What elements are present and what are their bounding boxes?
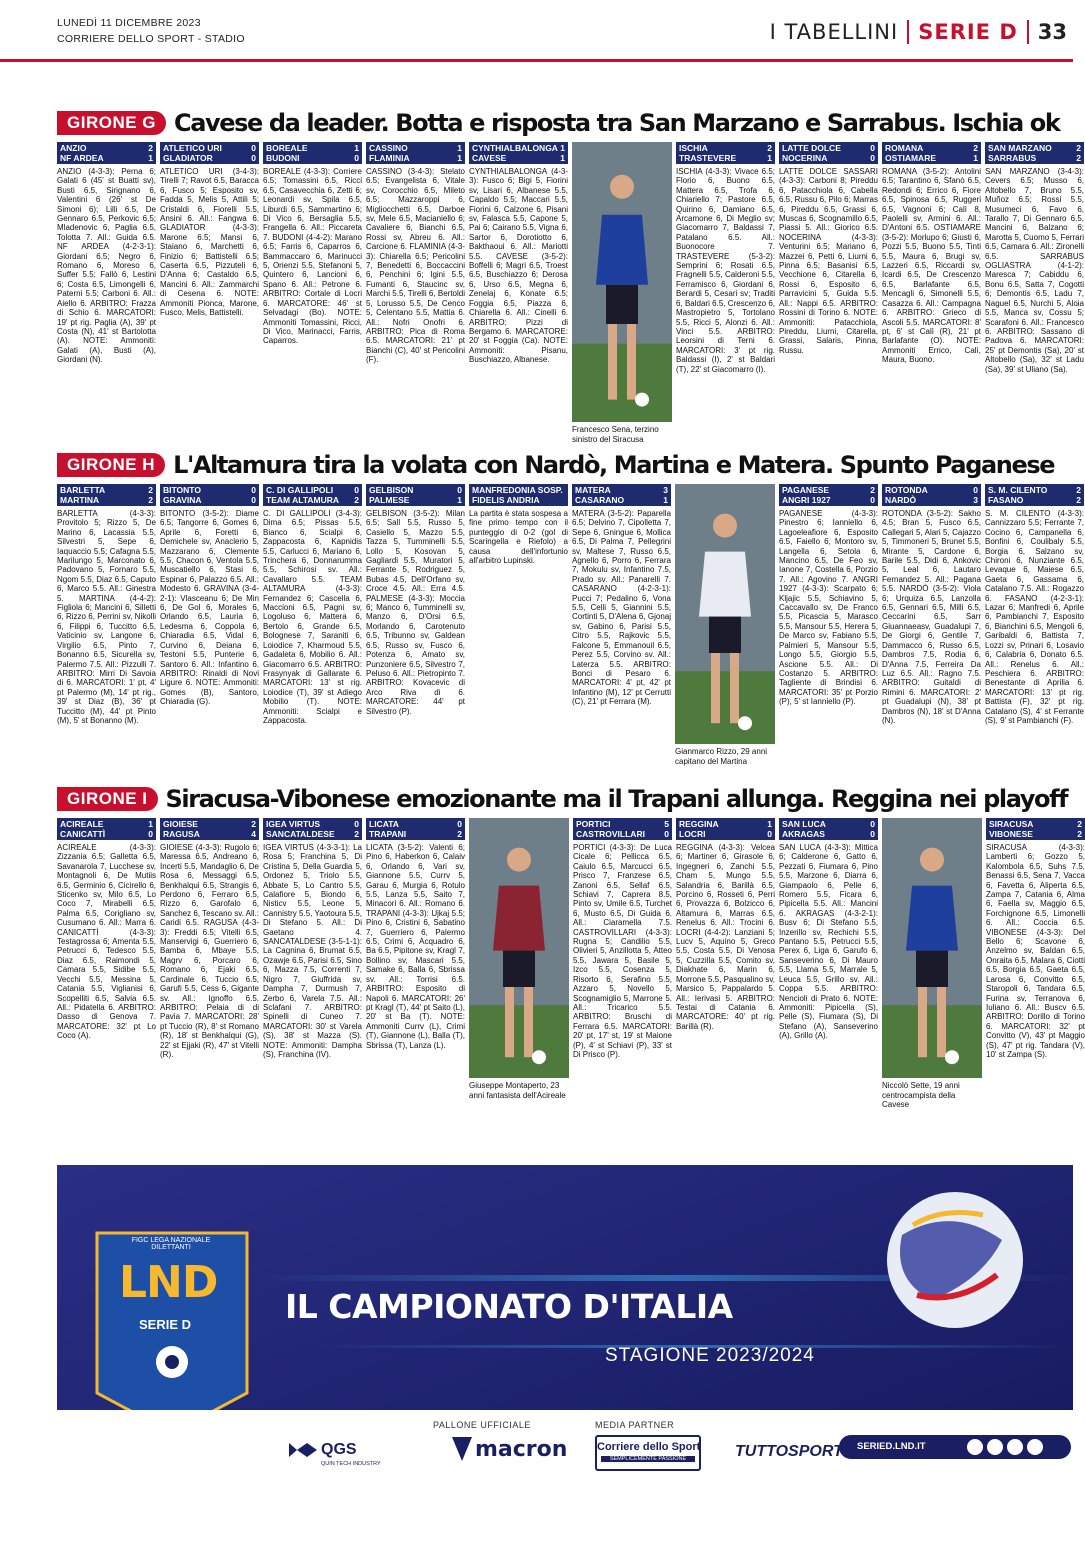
away-team-row: [369, 829, 462, 839]
home-team-name: GELBISON: [369, 485, 414, 495]
away-team-row: [266, 829, 359, 839]
away-score: 1: [560, 153, 565, 163]
away-team-row: [679, 829, 772, 839]
ad-season: STAGIONE 2023/2024: [605, 1345, 815, 1366]
away-score: 2: [1077, 829, 1082, 839]
girone-headline: Siracusa-Vibonese emozionante ma il Trapani allunga. Reggina nei playoff: [165, 785, 1068, 813]
match-report: BARLETTA (4-3-3): Provitolo 5; Rizzo 5, De Marino 6, Lacassia 5.5, Silvestri 5, Sepe 6, Iaquaccio 5.5; Cafagna 5.5, Marilungo 5, Marconato 6, Padovano 5, Fornaro 5.5, Ngom 5.5, Diaz 6.5, Caputo 6, Marco 5.5. All.: Ginestra 5. MARTINA (4-4-2): Figliola 6; Mancini 6, Silletti 6, Rizzo 6, Perrini sv, Nikolli 6, Filippi 6, Tuccitto 6.5, Vaticinio sv, Langone 6, Virgilio 6.5, Pinto 7, Bonanno 6.5, Sicurella sv, Palermo 7.5. All.: Pizzulli 7. ARBITRO: Mirri Di Savoia di 6. MARCATORI: 1' pt, 4' pt Palermo (M), 14' pt rig., 39' st Diaz (B), 36' pt Tuccitto (M), 44' pt Pinto (M), 5' st Bonanno (M).: [57, 509, 156, 725]
home-score: 0: [354, 819, 359, 829]
match-report: GIOIESE (4-3-3): Rugolo 6; Maressa 6.5, Andreano 6, Incerti 5.5, Mandaglio 6, De Rosa 6, Messaggi 6.5, Benkhalqui 6.5, Strangis 6, Perdono 6, Ferraro 6.5, Rizzo 6, Garofalo 6, Sanchez 6, Tescano sv. All.: Caridi 6.5. RAGUSA (4-3-3): Freddi 6.5; Vitelli 6.5, Manservigi 6, Guerriero 6, Bamba 6, Mbaye 5.5, Magrv 6, Porcaro 6, Romano 6, Ejaki 6.5, Cardinale 6, Tuccio 6.5, Garufi 5.5, Cess 6, Gigante sv. All.: Ignoffo 6.5. ARBITRO: Pelaia di di Pavia 7. MARCATORI: 28' pt Tuccio (R), 8' st Romano (R), 18' st Benkhalqui (G), 22' st Ejjaki (R), 47' st Vitelli (R).: [160, 843, 259, 1059]
photo-caption: Niccolò Sette, 19 anni centrocampista della Cavese: [882, 1081, 960, 1109]
home-score: 1: [560, 143, 565, 153]
scoreboard: [985, 142, 1084, 164]
photo-image: [675, 484, 775, 744]
home-team-name: PAGANESE: [782, 485, 830, 495]
match-column: [366, 818, 465, 1125]
away-score: 1: [973, 153, 978, 163]
away-team-row: [988, 495, 1081, 505]
girone-label: GIRONE G: [57, 111, 166, 135]
home-team-row: [60, 143, 153, 153]
away-team-name: SANCATALDESE: [266, 829, 335, 839]
away-team-name: LOCRI: [679, 829, 706, 839]
ad-background: [57, 1165, 1073, 1535]
home-score: 0: [251, 143, 256, 153]
scoreboard: [676, 818, 775, 840]
match-report: MATERA (3-5-2): Paparella 6.5; Delvino 7, Cipolletta 7, Sepe 6, Gningue 6, Mollica 6.5, Di Palma 7, Pellegrini sv, Maltese 7, Russo 6.5, Agnello 6, Porro 6, Ferrara 7, Mokulu sv, Infantino 7.5, Prado sv. All.: Panarelli 7. CASARANO (4-2-3-1): Pucci 7; Pedalino 6, Vona 5.5, Celli 5, Giannini 5.5, Cortinti 5, D'Alena 6, Gjonaj sv, Gabino 6, Parisi 5.5, Citro 5.5, Rajkovic 5.5, Falcone 5, Emmanouil 6.5, Perez 5.5, Corvino sv. All.: Laterza 5.5. ARBITRO: Bonci di Pesaro 6. MARCATORI: 4' pt, 42' pt Infantino (M), 12' pt Cerrutti (C), 21' pt Ferrara (M).: [572, 509, 671, 707]
away-score: 1: [457, 153, 462, 163]
home-team-row: [782, 819, 875, 829]
home-team-row: [369, 485, 462, 495]
qgs-sub: QUIN TECH INDUSTRY: [321, 1461, 381, 1467]
away-score: 1: [457, 495, 462, 505]
photo-caption: Giuseppe Montaperto, 23 anni fantasista dell'Acireale: [469, 1081, 566, 1100]
page-number: 33: [1037, 20, 1067, 44]
away-team-name: GRAVINA: [163, 495, 202, 505]
home-team-row: [472, 485, 565, 495]
match-report: S. M. CILENTO (4-3-3): Cannizzaro 5.5; Ferrante 7, Cocino 6, Campanella 6, Bonfini 6, Coulibaly 5.5, Borgia 6, Salzano sv, Chironi 6, Nunziante 6.5, Levaque 6, Maiese 6.5, Gaeta 6, Gassama 6, Catalano 7.5. All.: Rogazzo 6. FASANO (4-2-3-1): Lazar 6; Manfredi 6, Aprile 6, Pambianchi 7, Esposito 6, Bianchini 6.5, Mengoli 6, Garibaldi 6, Battista 7, Lozzi sv, Prinari 6, Losavio 6, Calabria 6, Donato 6.5. All.: Renelus 6. All.: Peschiera 6. ARBITRO: Benestante di Aprilia 6. MARCATORI: 13' pt rig. Battista (F), 32' pt rig. Catalano (S), 4' st Ferrante (S), 9' st Pambianchi (F).: [985, 509, 1084, 725]
away-team-row: [576, 829, 669, 839]
home-score: 0: [457, 485, 462, 495]
scoreboard: [676, 142, 775, 164]
photo-image: [882, 818, 982, 1078]
player-silhouette: [675, 484, 775, 744]
home-score: 0: [354, 485, 359, 495]
away-team-name: ANGRI 1927: [782, 495, 831, 505]
away-team-name: SARRABUS: [988, 153, 1037, 163]
match-column: [779, 484, 878, 791]
match-column: [882, 142, 981, 457]
home-score: 1: [148, 819, 153, 829]
home-team-row: [782, 143, 875, 153]
match-column: [366, 142, 465, 457]
away-score: 0: [870, 495, 875, 505]
away-team-row: [369, 153, 462, 163]
section-header: [770, 20, 1067, 44]
match-column: [676, 142, 775, 457]
away-score: 0: [870, 153, 875, 163]
away-score: 0: [664, 829, 669, 839]
home-team-row: [266, 485, 359, 495]
match-column: [263, 818, 362, 1125]
away-team-row: [266, 495, 359, 505]
girone-i: [57, 784, 1085, 1114]
home-team-name: LICATA: [369, 819, 399, 829]
match-report: BOREALE (4-3-3): Corriere 6.5; Tomassini 6.5, Ricci 6.5, Casavecchia 6, Zetti 6; Leonardi sv, Spila 6.5, Liburdi 6.5, Sammartino 6; Di Vico 6, Bersaglia 5.5, Frangella 6. All.: Piccareta 7. BUDONI (4-4-2): Marano 6.5; Farris 6, Caparros 6, Bammaccaro 6, Marinucci 5, Orienzi 5.5, Stefanoni 5, Quintero 6, Lancioni 6, Spano 6. All.: Petrone 6. ARBITRO: Cortale di Locri 6. MARCATORE: 46' st Selvadagi (Bo). NOTE: Ammoniti Tomassini, Ricci, Di Vico, Marinacci, Farris, Caparros.: [263, 167, 362, 346]
home-team-name: C. DI GALLIPOLI: [266, 485, 334, 495]
match-column: [160, 818, 259, 1125]
scoreboard: [985, 484, 1084, 506]
match-column: [263, 142, 362, 457]
page-header: [0, 0, 1073, 62]
match-report: LICATA (3-5-2): Valenti 6; Pino 6, Haberkon 6, Calaiv 6, Orlando 6, Vari sv, Giannone 5.5, Currv 5, Garau 6, Murgia 6, Rotulo 5.5, Lanza 5.5, Saito 7, Minacori 6. All.: Romano 6. TRAPANI (4-3-3): Ujkaj 5.5; Pino 6, Cristini 6, Sabatino 7, Guerriero 6, Palermo 6.5, Crimi 6, Acquadro 6, Ba 6.5, Pipitone sv, Kragl 7, Bollino sv, Mascari 5.5, Samake 6, Balla 6, Sbrissa sv. All.: Torrisi 6.5. ARBITRO: Esposito di Napoli 6. MARCATORI: 26' pt Kragl (T), 44' pt Saito (L), 20' st Ba (T). NOTE: Ammoniti Currv (L), Crimi (T), Giannone (L), Balla (T), Sbrissa (T), Lanza (L).: [366, 843, 465, 1050]
match-column: [985, 484, 1084, 791]
match-column: [160, 484, 259, 791]
home-team-name: SAN MARZANO: [988, 143, 1052, 153]
scoreboard: [263, 484, 362, 506]
away-team-name: BUDONI: [266, 153, 300, 163]
photo-image: [469, 818, 569, 1078]
home-team-row: [988, 143, 1081, 153]
away-score: 0: [767, 829, 772, 839]
match-column: [985, 142, 1084, 457]
girone-g: [57, 108, 1084, 448]
scoreboard: [572, 484, 671, 506]
home-team-row: [575, 485, 668, 495]
girone-headline: Cavese da leader. Botta e risposta tra San Marzano e Sarrabus. Ischia ok: [174, 109, 1060, 137]
home-team-row: [60, 819, 153, 829]
away-score: 2: [457, 829, 462, 839]
away-team-row: [885, 153, 978, 163]
away-team-row: [472, 495, 565, 505]
away-score: 0: [354, 153, 359, 163]
scoreboard: [366, 818, 465, 840]
match-column: [779, 142, 878, 457]
match-column: [160, 142, 259, 457]
match-report: LATTE DOLCE SASSARI (4-3-3): Carboni 8; Pireddu 6, Patacchiola 6, Cabella 6.5, Russu 6, Pilo 6; Marras 6, Pireddu 6.5, Grassi 6, Muscas 6, Scognamillo 6.5, Piassi 5. All.: Giorico 6.5. NOCERINA (4-3-3): Venturini 6.5; Mariano 6, Mazzei 6, Petti 6, Liurni 6, Pinna 6.5; Basanisi 6.5, Vecchione 6, Citarella 6, Rossi 6, Esposito 6, Parravicini 5, Guida 5.5. All.: Nappi 6.5. ARBITRO: Rossini di Torino 6. NOTE: Ammoniti: Patacchiola, Pireddu, Liurni, Citarella, Grassi, Salaris, Pinna, Russu.: [779, 167, 878, 355]
home-score: 1: [457, 143, 462, 153]
away-team-row: [989, 829, 1082, 839]
away-score: 1: [767, 153, 772, 163]
corriere-logo: [595, 1435, 701, 1471]
away-team-row: [782, 829, 875, 839]
away-team-row: [163, 495, 256, 505]
home-team-name: S. M. CILENTO: [988, 485, 1048, 495]
away-team-name: VIBONESE: [989, 829, 1033, 839]
ad-url[interactable]: SERIED.LND.IT: [857, 1441, 926, 1452]
home-team-row: [266, 143, 359, 153]
home-team-name: ACIREALE: [60, 819, 104, 829]
player-photo: [675, 484, 775, 791]
player-silhouette: [882, 818, 982, 1078]
tuttosport-logo: TUTTOSPORT: [735, 1443, 843, 1460]
away-team-row: [472, 153, 565, 163]
home-score: 2: [767, 143, 772, 153]
away-team-name: CASARANO: [575, 495, 625, 505]
scoreboard: [160, 818, 259, 840]
away-team-name: PALMESE: [369, 495, 410, 505]
match-report: La partita è stata sospesa a fine primo tempo con il punteggio di 0-2 (gol di Scaringella e Riefolo) a causa dell'infortunio all'arbitro Lupinski.: [469, 509, 568, 566]
match-column: [366, 484, 465, 791]
girone-h: [57, 450, 1084, 782]
match-column: [263, 484, 362, 791]
scoreboard: [779, 142, 878, 164]
corriere-sub: SEMPLICEMENTE PASSIONE: [601, 1456, 695, 1462]
match-column: [676, 818, 775, 1125]
match-column: [57, 484, 156, 791]
home-team-name: SIRACUSA: [989, 819, 1034, 829]
home-team-name: CYNTHIALBALONGA: [472, 143, 558, 153]
home-team-row: [679, 819, 772, 829]
home-team-row: [988, 485, 1081, 495]
away-team-row: [782, 153, 875, 163]
match-report: SAN LUCA (4-3-3): Mittica 6; Calderone 6, Gatto 6, Pezzati 6, Fiumara 6, Pino 5.5, Marzone 6, Diarra 6, Giampaolo 6, Pelle 6, Romero 5.5, Ficara 6, Pipicella 5.5. All.: Mancini 6. AKRAGAS (4-3-2-1): Busv 6; Di Stefano 5.5, Inzerillo sv, Rechichi 5.5, Pantano 5.5, Petrucci 5.5, Perex 6, Liga 6, Garufo 6, Sanseverino 6, Di Mauro 5.5, Llama 5.5, Marrale 5, Leuca 5.5, Grillo sv. All.: Coppa 5.5. ARBITRO: Nencioli di Prato 6. NOTE: Ammoniti: Pipicella (S), Pelle (S), Fiumara (S), Di Stefano (A), Sanseverino (A), Grillo (A).: [779, 843, 878, 1041]
match-report: PORTICI (4-3-3): De Luca Cicale 6; Pellicca 6.5, Caiulo 6.5, Marcucci 6.5, Prisco 7, Franzese 6.5, Zanoni 6.5, Sellaf 6.5, Schiavi 7, Caprera 8.5, Pinto sv, Umile 6.5, Turchet 6, Musto 6.5, Di Guida 6. All.: Ciaramella 7.5. CASTROVILLARI (4-3-3): Rugna 5; Candilio 5.5, Olivieri 5, Anzillotta 5, Atteo 5.5, Jawara 5, Basile 5, Izco 5.5, Cosenza 5, Risorto 6, Serafino 5.5, Azzaro 5, Novello 5, Scognamiglio 5, Marrone 5. All.: Tricarico 5.5. ARBITRO: Bruschi di Ferrara 6.5. MARCATORI: 20' pt, 17' st, 19' st Maione (P), 4' st Schiavi (P), 33' st Di Prisco (P).: [573, 843, 672, 1059]
player-photo: [469, 818, 569, 1125]
match-column: [469, 142, 568, 457]
home-team-row: [885, 485, 978, 495]
divider: [1027, 20, 1029, 44]
match-column: [57, 142, 156, 457]
scoreboard: [366, 484, 465, 506]
home-team-row: [163, 819, 256, 829]
home-team-name: LATTE DOLCE: [782, 143, 841, 153]
home-score: 0: [457, 819, 462, 829]
away-team-row: [369, 495, 462, 505]
home-team-row: [679, 143, 772, 153]
away-team-row: [266, 153, 359, 163]
match-report: C. DI GALLIPOLI (3-4-3): Dima 6.5; Pissas 5.5, Bianco 6, Scialpi 6, Zappacosta 6, Kapnidis 5.5, Carlucci 6, Mariano 6, Trinchera 6, Donnarumma 5.5, Schirosi sv. All.: Cavallaro 5.5. TEAM ALTAMURA (4-3-3): Fernandez 6; Cascella 6, Maccioni 6.5, Pagni sv, Logoluso 6, Mattera 6, Bertolo 6, Grande 6.5, Bolognese 7, Saraniti 6, Loiodice 7, Kharmoud 5.5, Gadaleta 6, Mobilio 6. All.: Giacomarro 6.5. ARBITRO: Frasynyak di Gallarate 6. MARCATORI: 13' st rig. Loiodice (T), 39' st Adiego Mobilio (T). NOTE: Ammoniti: Scialpi e Zappacosta.: [263, 509, 362, 725]
match-report: PAGANESE (4-3-3): Pinestro 6; Ianniello 6, Lagoeleafiore 6, Esposito 6.5, Faiello 6, Montoro sv, Langella 6, Setola 6, Mancino 6.5, De Feo sv, Ianone 7, Costella 6, Porzio 7. All.: Agovino 7. ANGRI 1927 (4-3-3): Scarpato 6; Kljajic 5.5, Schiavino 5, Caccavallo sv, De Franco 5.5, Picascia 5, Marasco 5.5, Mansour 5.5, Herera 5, De Marco sv, Fabiano 5.5, Palmieri 5, Mansour 5.5, Longo 5.5, Giorgio 5.5, Ascione 5.5. All.: Di Costanzo 5. ARBITRO: Tagliente di Brindisi 6. MARCATORI: 35' pt Porzio (P), 5' st Ianniello (P).: [779, 509, 878, 707]
match-report: CASSINO (3-4-3): Stelato 6.5; Evangelista 6, Vitale sv, Corocchio 6.5, Mileto 6.5; Mazzaroppi 6, Migliocchetti 6.5, Darboe sv, Mele 6.5, Macianiello 6; Cavaliere 6, Bianchi 6.5, Rossi sv, Abreu 6. All.: Carcione 6. FLAMINIA (4-3-3): Chiarella 6.5; Pericolini 7, Benedetti 6, Boccaccini 6, Penchini 6; Igini 5.5, Fumanti 6, Staucinc sv, Marchi 5.5, Tirelli 6, Bertoldi 5, Lorusso 5.5, De Cenco 5, Celentano 5.5, Mattia 6. All.: Nofri Onofri 6. ARBITRO: Pica di Roma 6.5. MARCATORI: 21' pt Bianchi (C), 40' st Pericolini (F).: [366, 167, 465, 365]
away-team-name: GLADIATOR: [163, 153, 213, 163]
scoreboard: [263, 142, 362, 164]
girone-label: GIRONE I: [57, 787, 158, 811]
match-report: CYNTHIALBALONGA (4-3-3): Fusco 6; Bigi 5, Fiorini sv, Lisari 6, Albanese 5.5, Capaldo 5.5; Maccari 5.5, Fiorini 6, Calzone 6, Pisani sv, Falasca 5.5, Capone 5, Pai 6; Cairano 5.5, Vigna 6, Sartor 6, Dorotiotto 6, Bakthaoui 6. All.: Mariotti 5.5. CAVESE (3-5-2): Boffelli 6; Magri 6.5, Troest 6.5, Buschiazzo 6; Derosa 6, Urso 6.5, Megna 6, Zenelaj 6, Konate 6.5; Foggia 6.5, Piazza 6, Chiarella 6. All.: Cinelli 6. ARBITRO: Pizzi di Bergamo 6. MARCATORE: 20' st Foggia (Ca). NOTE: Ammoniti: Pisanu, Buschiazzo, Albanese.: [469, 167, 568, 365]
home-score: 2: [1076, 485, 1081, 495]
lnd-logo: LND: [119, 1257, 218, 1308]
home-team-name: ATLETICO URI: [163, 143, 222, 153]
home-score: 0: [251, 485, 256, 495]
match-report: ISCHIA (4-3-3): Vivace 6.5; Florio 6, Buono 6.5, Mattera 6.5, Trofa 6, Chiariello 7; Pastore 6.5, Quirino 6, Damiano 6.5, Arcamone 6, Di Meglio sv; Giacomarro 7, Baldassi 7, Patalano 6.5. All.: Buonocore 7. TRASTEVERE (5-3-2): Semprini 6; Rosati 6.5, Fragnelli 5.5, Calderoni 5.5, Ferramisco 6, Giordani 6, Berardi 5, Cesari sv; Traditi 6, Baldari 6.5, Crescenzo 6, Mastropietro 5, Tortolano 5.5, Ricci 5, Alonzi 6. All.: Vinci 5.5. ARBITRO: Leorsini di Terni 6. MARCATORI: 3' pt rig. Baldassi (I), 2' st Baldari (T), 22' st Giacomarro (I).: [676, 167, 775, 374]
pallone-label: PALLONE UFFICIALE: [433, 1420, 531, 1430]
section-title: I TABELLINI: [769, 20, 899, 44]
home-team-name: ANZIO: [60, 143, 87, 153]
social-icons[interactable]: [967, 1439, 1057, 1455]
away-score: 3: [973, 495, 978, 505]
away-team-name: NARDÒ: [885, 495, 917, 505]
home-team-row: [266, 819, 359, 829]
scoreboard: [469, 484, 568, 506]
player-photo: [572, 142, 672, 457]
home-team-row: [782, 485, 875, 495]
match-report: ATLETICO URI (3-4-3): Tirelli 7; Ravot 6.5, Baracca 6, Fusco 5; Esposito sv, Fadda 5, Melis 5, Attili 5; Cristaldi 6, Fiorelli 5.5, Ansini 6. All.: Fangwa 6. GLADIATOR (4-3-3): Marone 6.5; Mansi 6, Staiano 6, Marchetti 6, Finizio 6; Battistelli 6.5; Caserta 6.5, Pizzuteli 6, D'Anna 6; Castaldo 6.5, Mancini 6. All.: Zammarchi di Cesena 6. NOTE: Ammoniti Pionca, Marone, Fusco, Melis, Battistelli.: [160, 167, 259, 318]
match-column: [57, 818, 156, 1125]
home-score: 5: [664, 819, 669, 829]
away-team-name: NF ARDEA: [60, 153, 104, 163]
player-silhouette: [572, 142, 672, 422]
home-score: 2: [870, 485, 875, 495]
away-team-name: TRAPANI: [369, 829, 407, 839]
away-score: 2: [148, 495, 153, 505]
home-team-row: [369, 143, 462, 153]
home-score: 2: [251, 819, 256, 829]
home-score: 0: [870, 143, 875, 153]
scoreboard: [882, 484, 981, 506]
girone-headline: L'Altamura tira la volata con Nardò, Martina e Matera. Spunto Paganese: [173, 451, 1055, 479]
league-title: SERIE D: [918, 20, 1018, 44]
match-report: ROTONDA (3-5-2): Sakho 4.5; Bran 5, Fusco 6.5, Callegari 5, Alari 5, Cajazzo 5, Timmoneri 5, Brunet 5.5, Mirante 5, Cardone 6, Barile 5.5, Didi 6, Ankovic 5, Leal 6, Lautaro Fernandez 5. All.: Pagana 5.5. NARDÒ (3-5-2): Viola 6; Urquiza 6.5, Lanzolla 6.5, Gennari 6.5, Milli 6.5, Ceccarini 6.5, Sarr Giuannaeasv, Guadalupi 7, De Giorgi 6, Gentile 7, Dammacco 6, Russo 6.5, Dambros 7.5, Rodia 6, D'Anna 7.5, Ferreira Da Luz 6.5. All.: Ragno 7.5. ARBITRO: Guitaldi di Rimini 6. MARCATORI: 2' pt Guadalupi (N), 38' pt Dambros (N), 18' st D'Anna (N).: [882, 509, 981, 725]
home-team-row: [369, 819, 462, 829]
scoreboard: [986, 818, 1085, 840]
date: LUNEDÌ 11 DICEMBRE 2023: [57, 17, 201, 29]
qgs-logo: QGS: [321, 1441, 357, 1458]
match-column: [469, 484, 568, 791]
home-team-row: [576, 819, 669, 829]
away-team-row: [163, 153, 256, 163]
away-score: 2: [354, 829, 359, 839]
scoreboard: [160, 484, 259, 506]
away-team-row: [988, 153, 1081, 163]
home-score: 0: [870, 819, 875, 829]
away-team-name: FLAMINIA: [369, 153, 410, 163]
home-team-name: BITONTO: [163, 485, 201, 495]
home-score: 2: [148, 485, 153, 495]
home-team-name: SAN LUCA: [782, 819, 826, 829]
away-score: 2: [354, 495, 359, 505]
home-team-name: ROTONDA: [885, 485, 928, 495]
match-column: [986, 818, 1085, 1125]
photo-caption: Gianmarco Rizzo, 29 anni capitano del Martina: [675, 747, 768, 766]
away-team-name: FASANO: [988, 495, 1024, 505]
serie-d-logo: SERIE D: [139, 1317, 192, 1332]
home-team-row: [163, 143, 256, 153]
away-score: 0: [251, 153, 256, 163]
scoreboard: [882, 142, 981, 164]
away-team-name: CAVESE: [472, 153, 507, 163]
match-column: [572, 484, 671, 791]
match-report: ANZIO (4-3-3): Perna 6; Galati 6 (45' st Buatti sv), Busti 6.5, Sirignano 6, Valentini 6 (26' st De Simoni 6); Lilli 6.5, De Gennaro 6.5, Perkovic 6.5; Mladenovic 6, Paglia 6.5, Tolotta 7. All.: Guida 6.5. NF ARDEA (4-2-3-1): Giordani 6.5; Negro 6, Romano 6, Moreso 6, Suffer 5.5; Fallò 6, Lestini 6; Costa 6.5, Limongelli 6, Paterni 5.5; Carboni 6. All.: Aiello 6. ARBITRO: Frazza di Schio 6. MARCATORI: 19' pt rig. Paglia (A), 39' pt Costa (N), 41' st Bartolotta (A). NOTE: Ammoniti: Galati (A), Busti (A), Giordani (N).: [57, 167, 156, 365]
home-team-name: MANFREDONIA SOSP.: [472, 485, 563, 495]
away-team-row: [60, 495, 153, 505]
home-team-row: [885, 143, 978, 153]
home-team-name: BOREALE: [266, 143, 308, 153]
away-team-row: [782, 495, 875, 505]
away-team-row: [163, 829, 256, 839]
media-label: MEDIA PARTNER: [595, 1420, 675, 1430]
home-score: 2: [1077, 819, 1082, 829]
home-team-row: [472, 143, 565, 153]
home-team-name: PORTICI: [576, 819, 611, 829]
home-team-name: CASSINO: [369, 143, 408, 153]
away-team-row: [60, 829, 153, 839]
home-score: 2: [1076, 143, 1081, 153]
home-team-name: ROMANA: [885, 143, 924, 153]
home-score: 1: [354, 143, 359, 153]
macron-logo: macron: [475, 1437, 568, 1462]
home-score: 3: [663, 485, 668, 495]
match-report: REGGINA (4-3-3): Velcea 6; Martiner 6, Girasole 6, Ingegneri 6, Zanchi 5.5, Cham 5, Mungo 5.5, Salandria 6, Barillà 6.5, Porcino 6, Rosseti 6, Perri 6, Provazza 6, Bolzicco 6, Altamura 6, Marras 6.5, Renelus 6. All.: Trocini 6. LOCRI (4-4-2): Lanziani 5; Lucv 5, Aquino 5, Greco 5.5, Costa 5.5, Di Venosa 5, Cuzzilla 5.5, Comito sv, Diakhate 6, Marin 6, Morrone 5.5, Pasqualino sv, Marsico 5, Pappalardo 5. All.: Ierivasi 5. ARBITRO: Testai di Catania 6. MARCATORE: 40' pt rig. Barillà (R).: [676, 843, 776, 1031]
away-team-name: TEAM ALTAMURA: [266, 495, 340, 505]
match-report: GELBISON (3-5-2): Milan 6.5; Sall 5.5, Russo 5, Casiello 5, Mazzo 5.5, Tazza 5, Tumminelli 5.5, Lollo 5, Kosovan 5, Gagliardi 5.5, Muratori 5, Ferrante 5, Rodriguez 5, Bubas 4.5, Dell'Orfano sv, Croce 4.5. All.: Erra 4.5. PALMESE (4-3-3): Moccia 6; Manco 6, Tumminelli sv, Manzo 6, D'Orsi 6.5, Morlando 6, Carotenuto 6.5, Tribunno sv, Galdean 6.5, Russo sv, Fusco 6, Potenza 6, Amato sv, Punzoniere 6.5, Silvestro 7, Peluso 6. All.: Pietropinto 7. ARBITRO: Kovacevic di Arco Riva di 6. MARCATORE: 44' pt Silvestro (P).: [366, 509, 465, 716]
away-team-name: FIDELIS ANDRIA: [472, 495, 540, 505]
away-team-row: [679, 153, 772, 163]
away-team-name: OSTIAMARE: [885, 153, 936, 163]
player-silhouette: [469, 818, 569, 1078]
home-score: 2: [973, 143, 978, 153]
scoreboard: [57, 484, 156, 506]
scoreboard: [160, 142, 259, 164]
scoreboard: [263, 818, 362, 840]
divider: [907, 20, 909, 44]
match-report: SAN MARZANO (3-4-3): Cevers 6.5; Musso 6, Altobello 7, Bruno 5.5, Muñoz 6.5; Rossi 5.5, Musumeci 6, Favo 6, Tarallo 7, Di Gennaro 6.5, Mancini 6, Balzano 6; Marotta 5, Cuomo 5, Ferrari 6.5, Camara 6. All.: Zironelli 6.5. SARRABUS OGLIASTRA (4-1-2): Maresca 7; Cabiddu 6, Bonu 6.5, Satta 7, Cogotti 6; Demontis 6.5, Ladu 7, Naguel 6.5, Nurchi 5, Aloia 5.5, Manca sv, Cossu 5; Scarafoni 6. All.: Francesco 6. ARBITRO: Sassano di Padova 6. MARCATORI: 25' pt Demontis (Sa), 20' st Altobello (Sa), 32' st Ladu (Sa), 39' st Uliano (Sa).: [985, 167, 1084, 374]
away-score: 1: [663, 495, 668, 505]
away-score: 2: [1076, 153, 1081, 163]
match-column: [779, 818, 878, 1125]
match-report: BITONTO (3-5-2): Diame 6.5; Tangorre 6, Gomes 6, Aprile 6, Foretti 6, Demichele sv, Anaclerio 5, Mazzarano 6, Clemente 5.5, Chacon 6, Ventola 5.5, Muscatiello 6, Stasi 6, Espinar 6, Palazzo 6.5. All.: Modesto 6. GRAVINA (3-4-2-1): Vlasceanu 6; De Min 6, De Gol 6, Morales 6, Orlando 6.5, Lauria 6, Ledesma 6, Coppola 6, Chiaradia 6.5, Vidal 6, Curvino 6, Deiana 6, Testoni 5.5, Punterie 6, Santoro 6. All.: Infantino 6. ARBITRO: Rinaldi di Novi Ligure 6. NOTE: Ammoniti: Gomes (B), Santoro, Chiaradia (G).: [160, 509, 259, 707]
away-team-name: TRASTEVERE: [679, 153, 737, 163]
away-score: 1: [148, 153, 153, 163]
scoreboard: [366, 142, 465, 164]
advertisement-banner[interactable]: [57, 1165, 1073, 1535]
away-team-name: NOCERINA: [782, 153, 828, 163]
match-report: IGEA VIRTUS (4-3-3-1): La Rosa 5; Franchina 5, Di Cristina 5, Della Guardia 5, Ordonez 5, Triolo 5.5, Abbate 5, Lo Cantro 5.5, Calafiore 5, Biondo 6, Nisticv 5.5, Leone 5, Cannistry 5.5, Yaotoura 5.5, Di Stefano 5. All.: Di Gaetano 4. SANCATALDESE (3-5-1-1): La Cagnina 6, Brumat 6.5, Ozawje 6.5, Parisi 6.5, Sino 6, Mazza 7.5, Correnti 7, Nigro 7, Giuffrida sv, Dampha 7, Durmush 7, Zerbo 6, Varela 7.5. All.: Sclafani 7. ARBITRO: Spinelli di Cuneo 7. MARCATORI: 30' st Varela (S), 38' st Mazza (S). NOTE: Ammoniti: Dampha (S), Franchina (IV).: [263, 843, 362, 1059]
away-team-name: AKRAGAS: [782, 829, 825, 839]
scoreboard: [779, 818, 878, 840]
photo-caption: Francesco Sena, terzino sinistro del Siracusa: [572, 425, 659, 444]
scoreboard: [573, 818, 672, 840]
away-team-row: [60, 153, 153, 163]
match-report: ROMANA (3-5-2): Antolini 6.5; Tarantino 6, Sfanò 6.5, Redondi 6; Errico 6, Fiore 6.5, Spinosa 6.5, Ruggeri 6.5, Vagnoni 6; Calì 8, Paolelli sv, Armini 6. All.: D'Antoni 6.5. OSTIAMARE (3-5-2): Morlupo 6; Giusti 6, Pozzi 5.5, Buono 5.5, Tinti 5.5, Maura 6, Brugi sv, Lazzeri 6.5, Riccardi sv, Icardi 6.5, De Crescenzo 6.5, Barlafante 6.5, Mencagli 6, Simonelli 5.5, Casazza 6. All.: Campagna 6. ARBITRO: Grieco di Ascoli 5.5. MARCATORI: 8' pt, 6' st Calì (R), 21' pt Barlafante (O). NOTE: Ammoniti Errico, Calì, Maura, Buono.: [882, 167, 981, 365]
home-score: 0: [973, 485, 978, 495]
home-team-name: IGEA VIRTUS: [266, 819, 320, 829]
home-score: 2: [148, 143, 153, 153]
away-team-name: CASTROVILLARI: [576, 829, 645, 839]
match-report: SIRACUSA (4-3-3): Lamberti 6; Gozzo 5, Kalombola 6.5, Suhs 7.5, Benassi 6.5, Sena 7, Vacca 6, Favetta 6, Aliperta 6.5, Zampa 7, Catania 6, Alma 6, Faella sv, Maggio 6.5, Forchignone 6.5, Limonelli 6. All.: Coccia 6.5. VIBONESE (4-3-3): Del Bello 6; Scavone 6, Anzelmo sv, Baldan 6.5, Onraita 6.5, Malara 6, Ciotti 6.5, Borgia 6.5, Gaeta 6.5, Larosa 6, Convitto 6.5, Staropoli 6, Tandara 6.5, Furina sv, Terranova 6, Iuliano 6. All.: Buscv 6.5. ARBITRO: Dorillo di Torino 6. MARCATORI: 32' pt Convitto (V), 43' pt Maggio (S), 47' pt rig. Tandara (V), 10' st Zampa (S).: [986, 843, 1085, 1059]
home-team-name: BARLETTA: [60, 485, 106, 495]
scoreboard: [469, 142, 568, 164]
player-photo: [882, 818, 982, 1125]
ad-headline: IL CAMPIONATO D'ITALIA: [285, 1287, 733, 1326]
lnd-small: FIGC LEGA NAZIONALE DILETTANTI: [131, 1237, 211, 1251]
home-team-row: [163, 485, 256, 495]
photo-image: [572, 142, 672, 422]
scoreboard: [57, 142, 156, 164]
away-team-name: RAGUSA: [163, 829, 200, 839]
scoreboard: [779, 484, 878, 506]
away-team-row: [885, 495, 978, 505]
away-score: 2: [1076, 495, 1081, 505]
corriere-name: Corriere dello Sport: [597, 1441, 701, 1453]
girone-label: GIRONE H: [57, 453, 165, 477]
away-score: 0: [251, 495, 256, 505]
match-column: [573, 818, 672, 1125]
home-team-name: ISCHIA: [679, 143, 708, 153]
home-score: 1: [767, 819, 772, 829]
home-team-row: [989, 819, 1082, 829]
away-team-row: [575, 495, 668, 505]
home-team-name: GIOIESE: [163, 819, 198, 829]
match-column: [882, 484, 981, 791]
away-team-name: CANICATTÌ: [60, 829, 106, 839]
away-score: 0: [148, 829, 153, 839]
home-team-name: MATERA: [575, 485, 611, 495]
scoreboard: [57, 818, 156, 840]
home-team-name: REGGINA: [679, 819, 719, 829]
away-score: 0: [870, 829, 875, 839]
match-report: ACIREALE (4-3-3): Zizzania 6.5; Galletta 6.5, Savanarola 7, Lucchese sv, Montagnoli 6, De Mutiis 6.5, Germinio 6, Cicirello 6, Sticenko sv, Milo 6.5, Lo Coco 7, Mirabelli 6.5, Palma 6.5, Corigliano sv, Cusumano 6. All.: Marra 6. CANICATTÌ (4-3-3): Testagrossa 6; Amenta 5.5, Petrucci 6, Tedesco 5.5, Diaz 6.5, Raimondi 5, Camara 5.5, Sidibe 5.5, Vecchi 5.5, Messina 5, Catania 5.5, Viglianisi 6, Scopelliti 6.5, Salvia 6.5. All.: Pidatella 6. ARBITRO: Dasso di Genova 7. MARCATORE: 32' pt Lo Coco (A).: [57, 843, 156, 1041]
publication: CORRIERE DELLO SPORT - STADIO: [57, 33, 245, 45]
away-score: 4: [251, 829, 256, 839]
away-team-name: MARTINA: [60, 495, 100, 505]
home-team-row: [60, 485, 153, 495]
